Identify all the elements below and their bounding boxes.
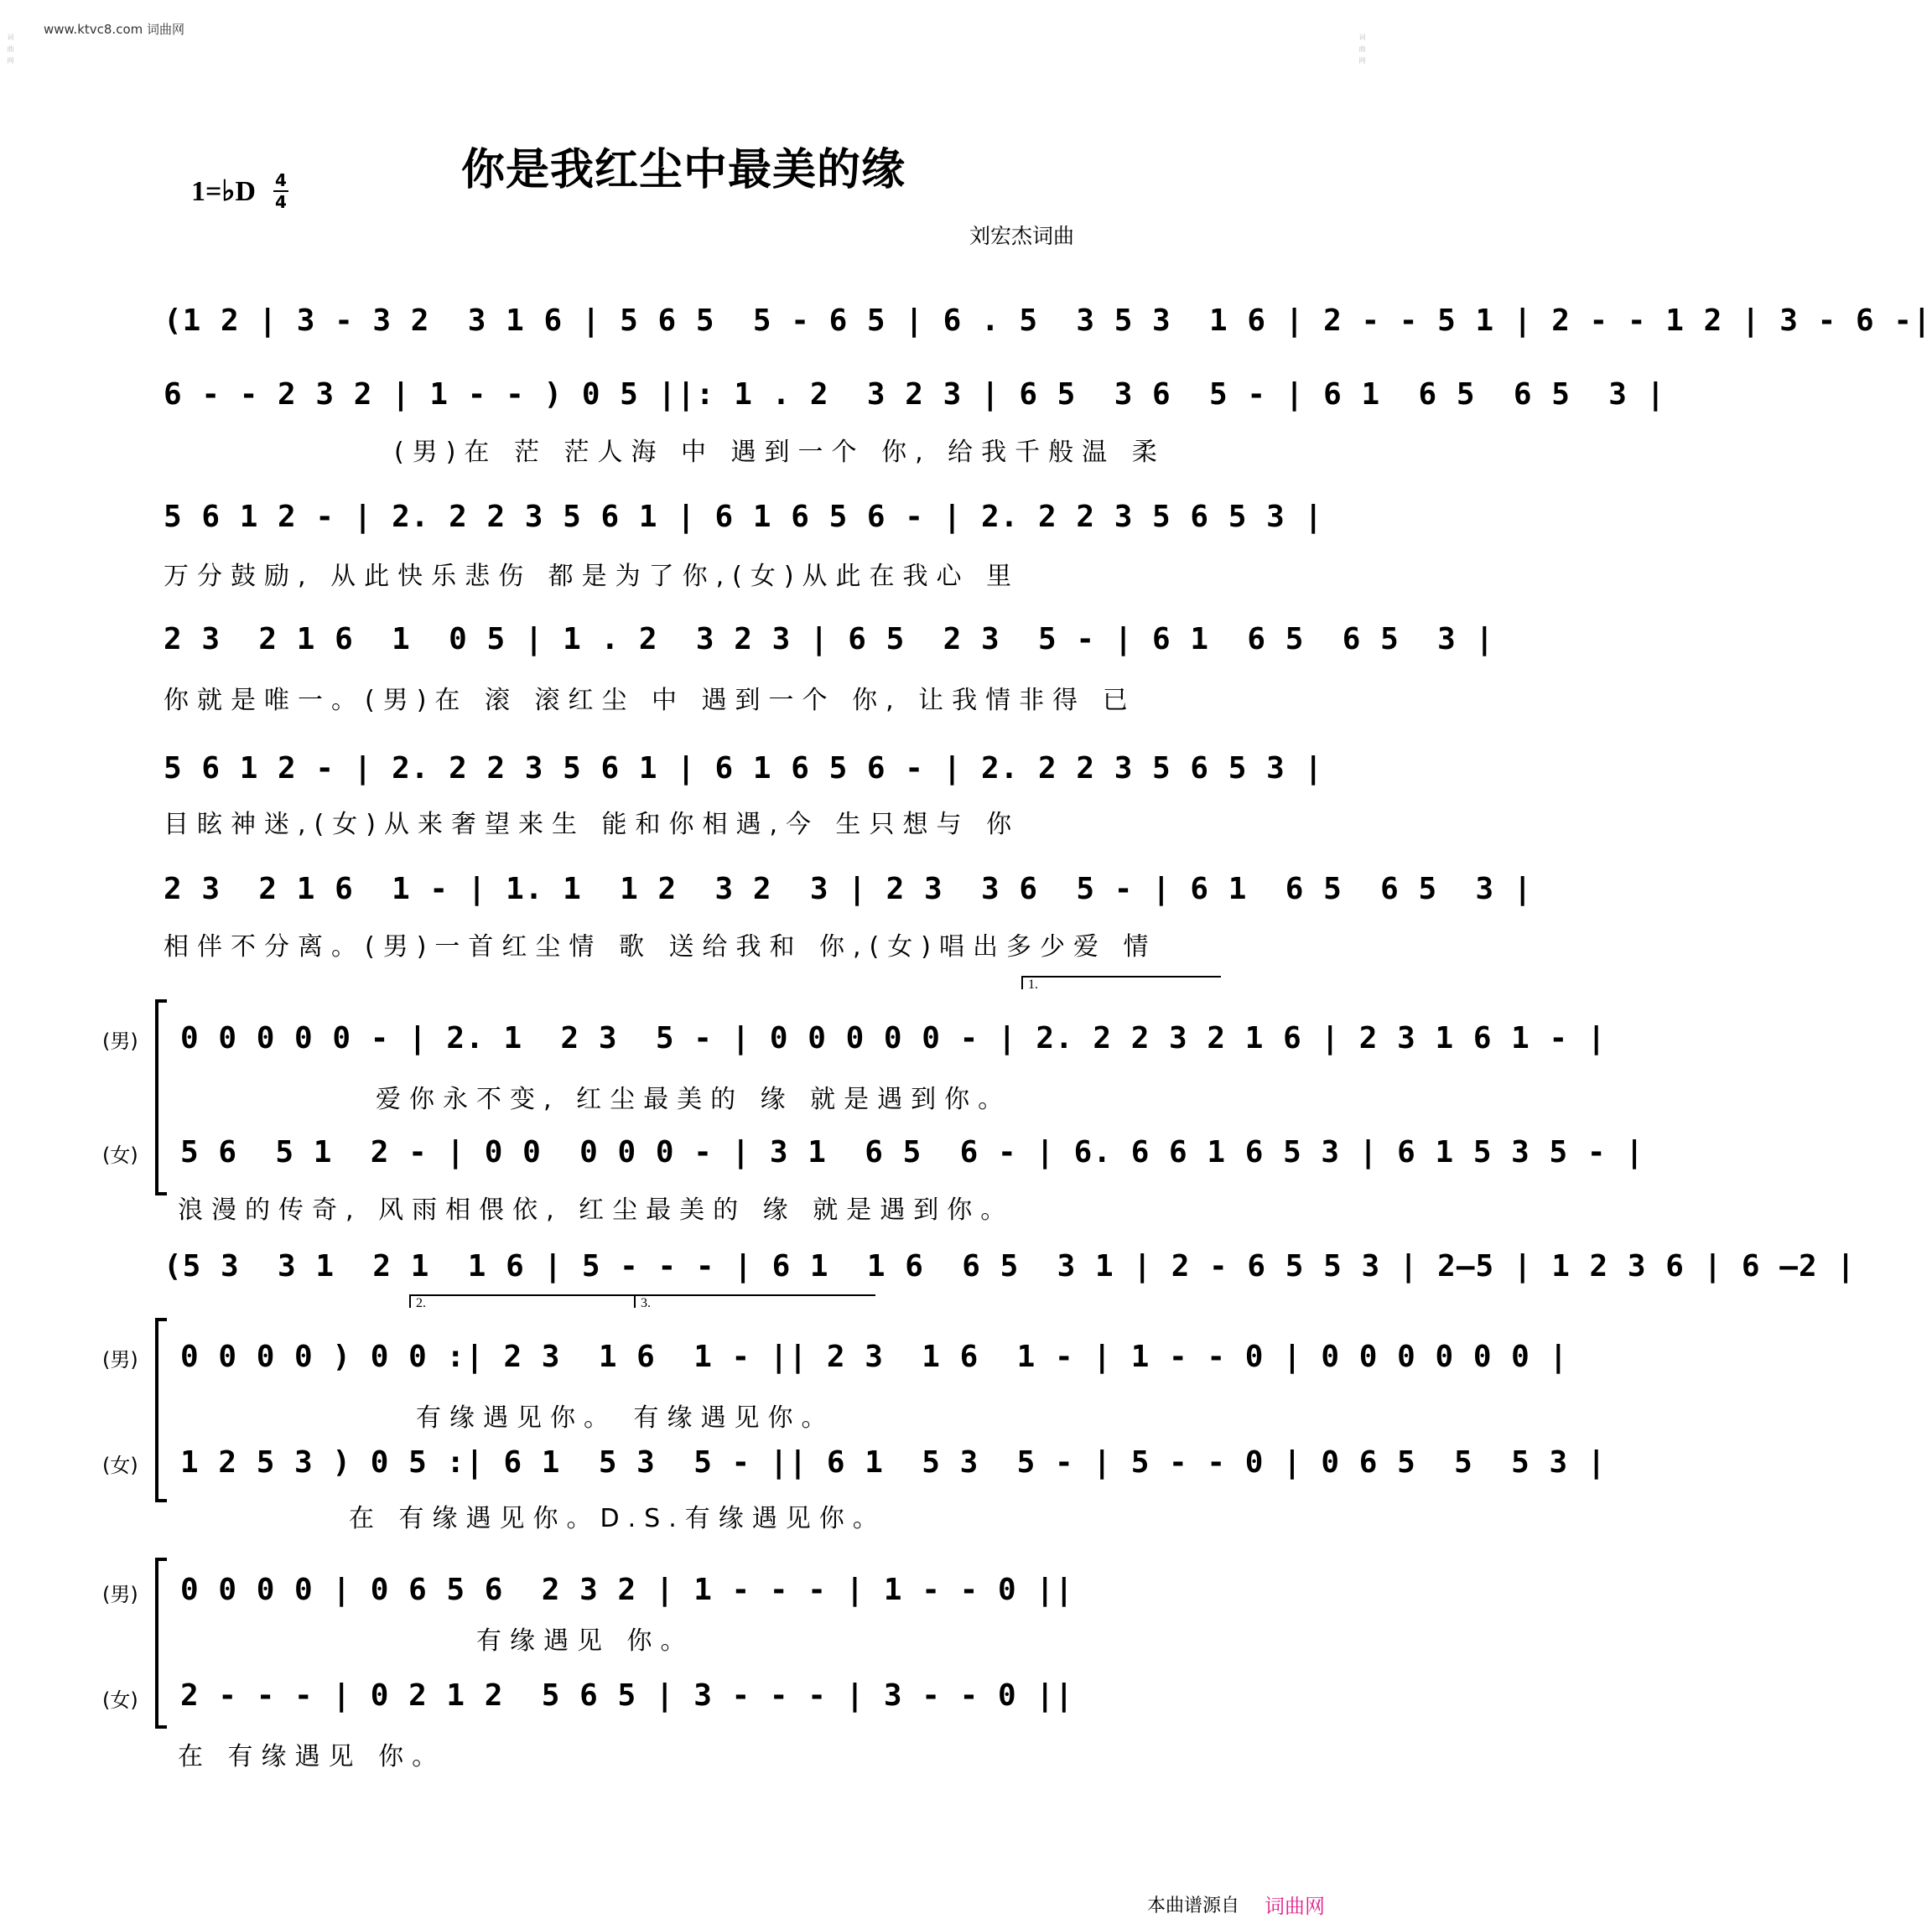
song-title: 你是我红尘中最美的缘	[461, 145, 906, 195]
lyric-line-female: 在 有缘遇见你。D.S.有缘遇见你。	[349, 1504, 886, 1533]
voice-label-male: (男)	[102, 1029, 138, 1053]
third-ending-bracket: 3.	[634, 1294, 875, 1308]
interlude-line: (5 3 3 1 2 1 1 6 | 5 - - - | 6 1 1 6 6 5 3 1 | 2 - 6 5 5 3 | 2—5 | 1 2 3 6 | 6 —2 |	[164, 1249, 1856, 1284]
lyric-line: (男)在 茫 茫人海 中 遇到一个 你, 给我千般温 柔	[394, 438, 1166, 467]
lyric-line: 相伴不分离。(男)一首红尘情 歌 送给我和 你,(女)唱出多少爱 情	[164, 932, 1157, 962]
first-ending-bracket: 1.	[1021, 976, 1221, 989]
notation-line-female: 2 - - - | 0 2 1 2 5 6 5 | 3 - - - | 3 - - 0 ||	[180, 1678, 1074, 1713]
notation-line: 5 6 1 2 - | 2. 2 2 3 5 6 1 | 6 1 6 5 6 - | 2. 2 2 3 5 6 5 3 |	[164, 500, 1324, 534]
time-bottom: 4	[275, 192, 287, 212]
notation-line: 5 6 1 2 - | 2. 2 2 3 5 6 1 | 6 1 6 5 6 - | 2. 2 2 3 5 6 5 3 |	[164, 751, 1324, 786]
notation-line: 2 3 2 1 6 1 - | 1. 1 1 2 3 2 3 | 2 3 3 6 5 - | 6 1 6 5 6 5 3 |	[164, 872, 1533, 906]
notation-line: 6 - - 2 3 2 | 1 - - ) 0 5 ||: 1 . 2 3 2 3 | 6 5 3 6 5 - | 6 1 6 5 6 5 3 |	[164, 377, 1666, 412]
notation-line-male: 0 0 0 0 | 0 6 5 6 2 3 2 | 1 - - - | 1 - - 0 ||	[180, 1573, 1074, 1607]
site-header: www.ktvc8.com 词曲网	[44, 22, 185, 37]
duet-brace	[155, 999, 167, 1195]
duet-brace	[155, 1318, 167, 1502]
lyric-line-male: 有缘遇见 你。	[476, 1626, 694, 1656]
time-signature	[273, 171, 288, 211]
lyric-line-male: 有缘遇见你。 有缘遇见你。	[416, 1403, 835, 1433]
time-top: 4	[275, 170, 287, 190]
voice-label-male: (男)	[102, 1583, 138, 1606]
duet-brace	[155, 1558, 167, 1729]
lyric-line: 万分鼓励, 从此快乐悲伤 都是为了你,(女)从此在我心 里	[164, 562, 1021, 591]
lyric-line: 目眩神迷,(女)从来奢望来生 能和你相遇,今 生只想与 你	[164, 810, 1021, 839]
lyric-line-female: 在 有缘遇见 你。	[178, 1742, 446, 1771]
notation-line-female: 1 2 5 3 ) 0 5 :| 6 1 5 3 5 - || 6 1 5 3 5 - | 5 - - 0 | 0 6 5 5 5 3 |	[180, 1445, 1607, 1480]
voice-label-male: (男)	[102, 1348, 138, 1372]
notation-line: 2 3 2 1 6 1 0 5 | 1 . 2 3 2 3 | 6 5 2 3 5 - | 6 1 6 5 6 5 3 |	[164, 622, 1495, 656]
lyric-line: 你就是唯一。(男)在 滚 滚红尘 中 遇到一个 你, 让我情非得 已	[164, 686, 1136, 715]
voice-label-female: (女)	[102, 1144, 138, 1167]
notation-line-female: 5 6 5 1 2 - | 0 0 0 0 0 - | 3 1 6 5 6 - | 6. 6 6 1 6 5 3 | 6 1 5 3 5 - |	[180, 1135, 1644, 1169]
second-ending-bracket: 2.	[409, 1294, 634, 1308]
notation-line: (1 2 | 3 - 3 2 3 1 6 | 5 6 5 5 - 6 5 | 6 . 5 3 5 3 1 6 | 2 - - 5 1 | 2 - - 1 2 | 3 - 6 -|	[164, 303, 1932, 338]
voice-label-female: (女)	[102, 1454, 138, 1477]
left-margin-watermark: 词曲网	[7, 34, 14, 69]
notation-line-male: 0 0 0 0 0 - | 2. 1 2 3 5 - | 0 0 0 0 0 - | 2. 2 2 3 2 1 6 | 2 3 1 6 1 - |	[180, 1021, 1607, 1055]
footer-source-text: 本曲谱源自	[1147, 1895, 1240, 1916]
key-signature: 1=♭D	[191, 176, 256, 207]
notation-line-male: 0 0 0 0 ) 0 0 :| 2 3 1 6 1 - || 2 3 1 6 1 - | 1 - - 0 | 0 0 0 0 0 0 |	[180, 1340, 1569, 1374]
footer-site-link[interactable]: 词曲网	[1265, 1895, 1325, 1918]
right-margin-watermark: 词曲网	[1358, 34, 1366, 69]
lyric-line-female: 浪漫的传奇, 风雨相偎依, 红尘最美的 缘 就是遇到你。	[178, 1195, 1015, 1225]
lyric-line-male: 爱你永不变, 红尘最美的 缘 就是遇到你。	[376, 1085, 1012, 1114]
composer-credit: 刘宏杰词曲	[969, 224, 1075, 248]
voice-label-female: (女)	[102, 1688, 138, 1712]
